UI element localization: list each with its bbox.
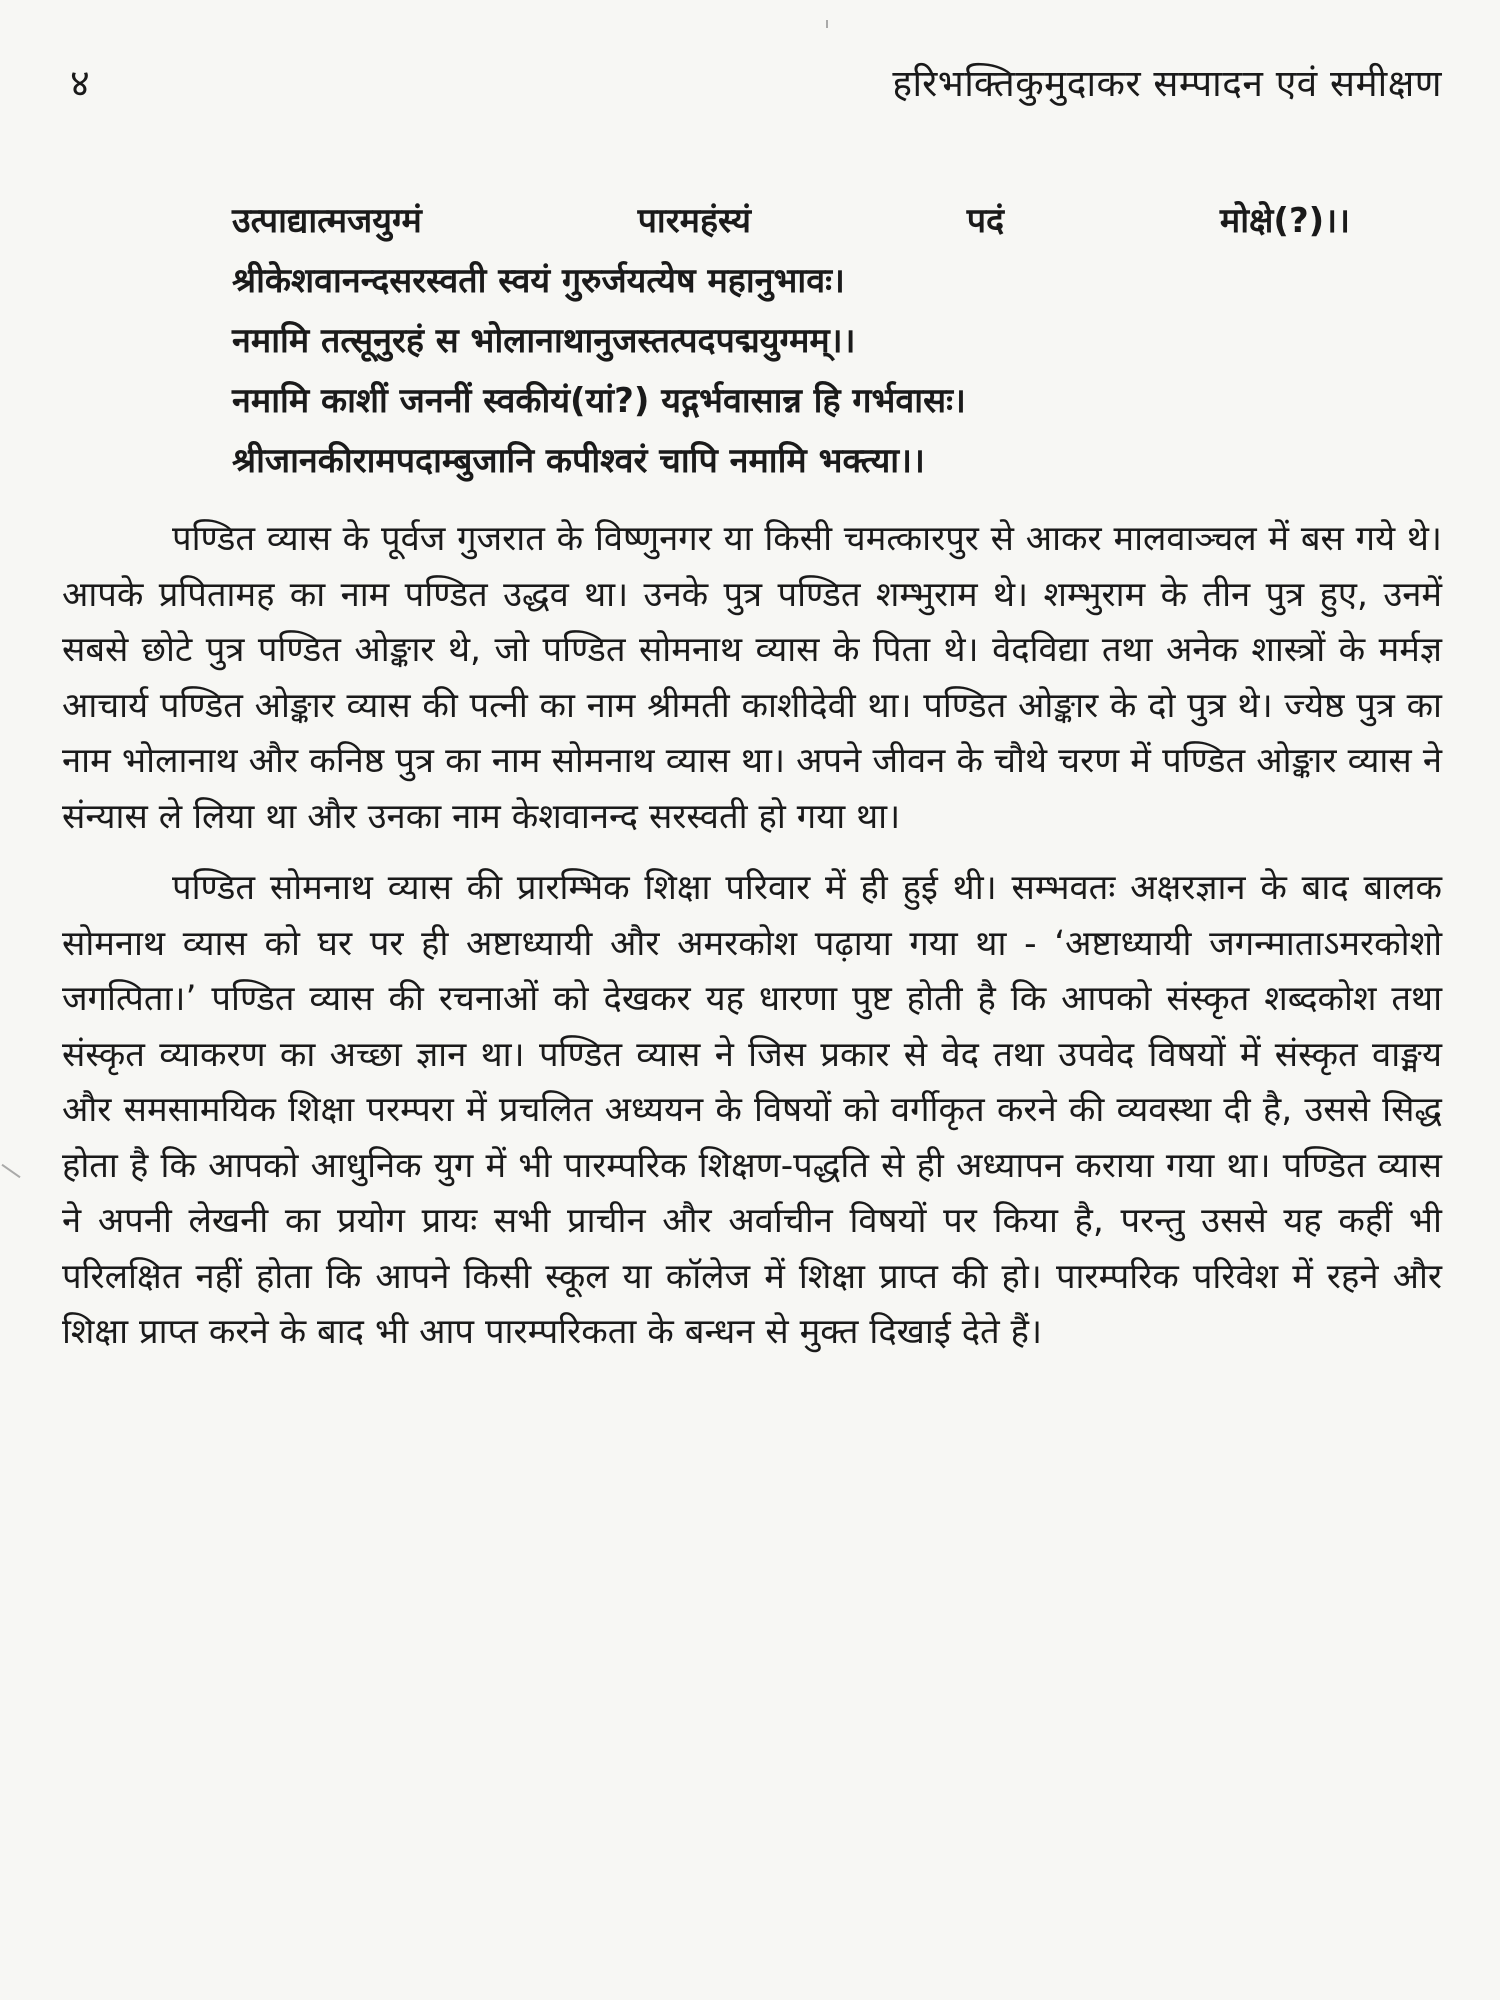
paragraph-ancestry: पण्डित व्यास के पूर्वज गुजरात के विष्णुनगर या किसी चमत्कारपुर से आकर मालवाञ्चल में बस गये थे। आपके प्रपितामह का नाम पण्डित उद्धव था। उनके पुत्र पण्डित शम्भुराम थे। शम्भुराम के तीन पुत्र हुए, उनमें सबसे छोटे पुत्र पण्डित ओङ्कार थे, जो पण्डित सोमनाथ व्यास के पिता थे। वेदविद्या तथा अनेक शास्त्रों के मर्मज्ञ आचार्य पण्डित ओङ्कार व्यास की पत्नी का नाम श्रीमती काशीदेवी था। पण्डित ओङ्कार के दो पुत्र थे। ज्येष्ठ पुत्र का नाम भोलानाथ और कनिष्ठ पुत्र का नाम सोमनाथ व्यास था। अपने जीवन के चौथे चरण में पण्डित ओङ्कार व्यास ने संन्यास ले लिया था और उनका नाम केशवानन्द सरस्वती हो गया था। [62,519,1442,837]
verse-block [232,201,1350,504]
verse-line-1-part: उत्पाद्यात्मजयुग्मं [232,201,422,241]
running-title: हरिभक्तिकुमुदाकर सम्पादन एवं समीक्षण [892,62,1442,105]
body-text [62,512,1442,1361]
verse-line-1 [232,201,1350,264]
verse-line-5: श्रीजानकीरामपदाम्बुजानि कपीश्वरं चापि नमामि भक्त्या।। [232,441,925,481]
verse-line-3: नमामि तत्सूनुरहं स भोलानाथानुजस्तत्पदपद्मयुग्मम्।। [232,321,856,361]
verse-line-2: श्रीकेशवानन्दसरस्वती स्वयं गुरुर्जयत्येष महानुभावः। [232,261,845,301]
verse-line-1-part: मोक्षे(?)।। [1219,201,1350,241]
verse-line-1-part: पारमहंस्यं [637,201,751,241]
paragraph-education: पण्डित सोमनाथ व्यास की प्रारम्भिक शिक्षा परिवार में ही हुई थी। सम्भवतः अक्षरज्ञान के बाद बालक सोमनाथ व्यास को घर पर ही अष्टाध्यायी और अमरकोश पढ़ाया गया था - ‘अष्टाध्यायी जगन्माताऽमरकोशो जगत्पिता।’ पण्डित व्यास की रचनाओं को देखकर यह धारणा पुष्ट होती है कि आपको संस्कृत शब्दकोश तथा संस्कृत व्याकरण का अच्छा ज्ञान था। पण्डित व्यास ने जिस प्रकार से वेद तथा उपवेद विषयों में संस्कृत वाङ्मय और समसामयिक शिक्षा परम्परा में प्रचलित अध्ययन के विषयों को वर्गीकृत करने की व्यवस्था दी है, उससे सिद्ध होता है कि आपको आधुनिक युग में भी पारम्परिक शिक्षण-पद्धति से ही अध्यापन कराया गया था। पण्डित व्यास ने अपनी लेखनी का प्रयोग प्रायः सभी प्राचीन और अर्वाचीन विषयों पर किया है, परन्तु उससे यह कहीं भी परिलक्षित नहीं होता कि आपने किसी स्कूल या कॉलेज में शिक्षा प्राप्त की हो। पारम्परिक परिवेश में रहने और शिक्षा प्राप्त करने के बाद भी आप पारम्परिकता के बन्धन से मुक्त दिखाई देते हैं। [62,868,1442,1352]
page-header [62,56,1442,126]
page-number: ४ [70,61,90,105]
scan-mark [1,1164,20,1178]
scan-mark [826,20,828,28]
verse-line-1-part: पदं [966,201,1005,241]
verse-line-4: नमामि काशीं जननीं स्वकीयं(यां?) यद्गर्भवासान्न हि गर्भवासः। [232,381,966,421]
